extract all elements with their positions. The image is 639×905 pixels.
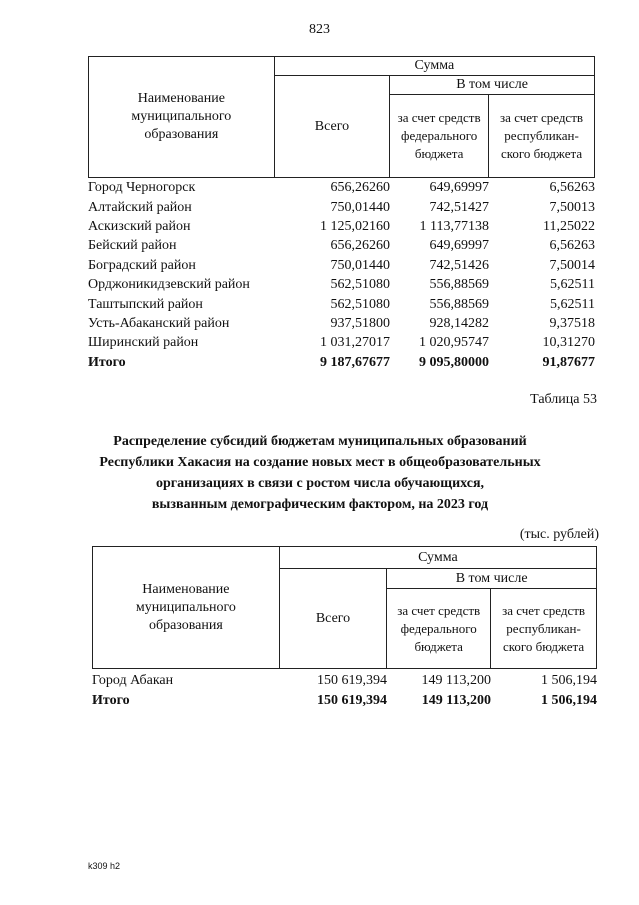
- table-row: [88, 333, 595, 352]
- page-number: 823: [309, 22, 330, 37]
- total-label: Итого: [88, 354, 126, 370]
- table-row: [88, 217, 595, 236]
- row-total: 562,51080: [330, 296, 390, 312]
- row-republic: 11,25022: [543, 218, 595, 234]
- row-total: 750,01440: [330, 199, 390, 215]
- row-republic: 6,56263: [549, 180, 595, 196]
- total-sum: 150 619,394: [317, 692, 387, 708]
- total-republic: 1 506,194: [541, 692, 597, 708]
- header-total: Всего: [279, 569, 386, 669]
- row-federal: 928,14282: [429, 315, 489, 331]
- row-name: Город Черногорск: [88, 180, 196, 196]
- units-label: (тыс. рублей): [519, 527, 599, 542]
- row-total: 656,26260: [330, 180, 390, 196]
- total-federal: 9 095,80000: [419, 354, 489, 370]
- total-row: [88, 353, 595, 372]
- title-line: Распределение субсидий бюджетам муниципальных образований: [113, 434, 527, 449]
- table2-body: [92, 671, 597, 710]
- footer-code: k309 h2: [88, 861, 121, 871]
- header-including: В том числе: [390, 76, 595, 95]
- row-federal: 556,88569: [429, 296, 489, 312]
- row-name: Город Абакан: [92, 673, 174, 689]
- document-title: [70, 431, 570, 515]
- row-total: 562,51080: [330, 277, 390, 293]
- table-row: [88, 197, 595, 216]
- row-total: 150 619,394: [317, 673, 387, 689]
- table-row: [88, 236, 595, 255]
- table2-header: [92, 546, 597, 669]
- table-row: [88, 294, 595, 313]
- row-federal: 149 113,200: [421, 673, 491, 689]
- row-federal: 1 113,77138: [419, 218, 489, 234]
- row-republic: 5,62511: [550, 277, 595, 293]
- row-total: 1 125,02160: [320, 218, 390, 234]
- row-total: 656,26260: [330, 238, 390, 254]
- table-row: [92, 671, 597, 690]
- row-republic: 10,31270: [542, 335, 595, 351]
- header-republic: за счет средств республикан-ского бюджета: [489, 95, 595, 178]
- header-name: Наименование муниципального образования: [89, 57, 275, 178]
- header-name: Наименование муниципального образования: [93, 547, 280, 669]
- row-name: Аскизский район: [88, 218, 191, 234]
- row-federal: 742,51427: [429, 199, 489, 215]
- header-federal: за счет средств федерального бюджета: [390, 95, 489, 178]
- row-republic: 6,56263: [549, 238, 595, 254]
- total-republic: 91,87677: [542, 354, 595, 370]
- table-caption: Таблица 53: [530, 392, 597, 407]
- header-sum: Сумма: [274, 57, 594, 76]
- table1-header: [88, 56, 595, 178]
- row-federal: 742,51426: [429, 257, 489, 273]
- total-sum: 9 187,67677: [320, 354, 390, 370]
- row-republic: 7,50014: [549, 257, 595, 273]
- row-name: Боградский район: [88, 257, 196, 273]
- row-republic: 1 506,194: [541, 673, 597, 689]
- row-name: Усть-Абаканский район: [88, 315, 230, 331]
- table-row: [88, 275, 595, 294]
- header-republic: за счет средств республикан-ского бюджета: [491, 589, 597, 669]
- header-including: В том числе: [387, 569, 597, 589]
- title-line: вызванным демографическим фактором, на 2023 год: [151, 497, 489, 512]
- table-row: [88, 178, 595, 197]
- row-federal: 1 020,95747: [419, 335, 489, 351]
- header-total: Всего: [274, 76, 389, 178]
- header-sum: Сумма: [279, 547, 596, 569]
- row-republic: 7,50013: [549, 199, 595, 215]
- header-federal: за счет средств федерального бюджета: [387, 589, 491, 669]
- row-name: Орджоникидзевский район: [88, 277, 250, 293]
- row-republic: 9,37518: [549, 315, 595, 331]
- row-total: 937,51800: [330, 315, 390, 331]
- row-name: Ширинский район: [88, 335, 199, 351]
- title-line: организациях в связи с ростом числа обучающихся,: [155, 476, 485, 491]
- title-line: Республики Хакасия на создание новых мест в общеобразовательных: [99, 455, 541, 470]
- row-federal: 649,69997: [429, 238, 489, 254]
- row-federal: 556,88569: [429, 277, 489, 293]
- table1-body: [88, 178, 595, 372]
- row-name: Алтайский район: [88, 199, 192, 215]
- row-total: 1 031,27017: [320, 335, 390, 351]
- total-label: Итого: [92, 692, 130, 708]
- row-total: 750,01440: [330, 257, 390, 273]
- row-name: Бейский район: [88, 238, 177, 254]
- table-row: [88, 314, 595, 333]
- total-row: [92, 690, 597, 709]
- row-federal: 649,69997: [429, 180, 489, 196]
- row-name: Таштыпский район: [88, 296, 203, 312]
- total-federal: 149 113,200: [421, 692, 491, 708]
- row-republic: 5,62511: [550, 296, 595, 312]
- table-row: [88, 256, 595, 275]
